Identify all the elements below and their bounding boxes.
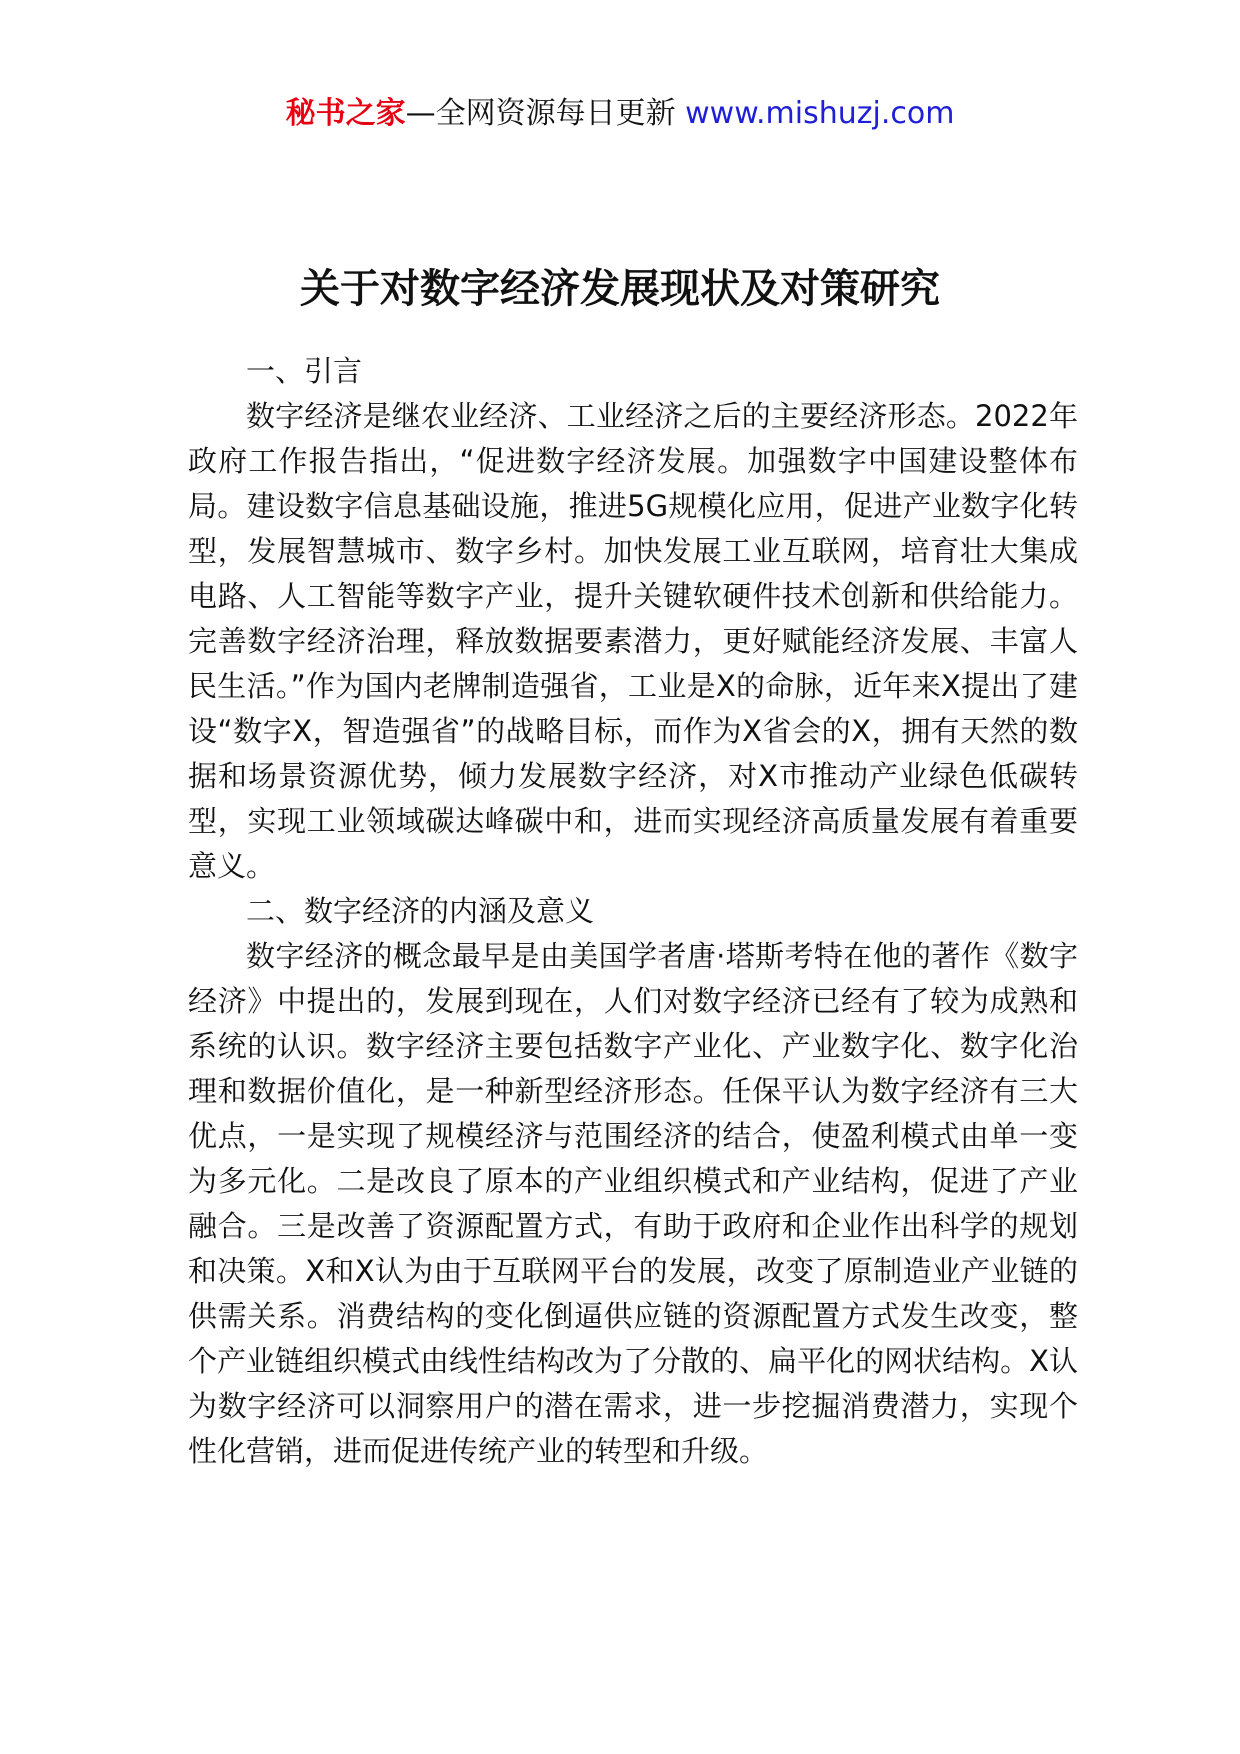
section-heading-meaning: 二、数字经济的内涵及意义 xyxy=(246,894,595,928)
document-title: 关于对数字经济发展现状及对策研究 xyxy=(300,265,940,312)
section-paragraph-introduction: 数字经济是继农业经济、工业经济之后的主要经济形态。2022年政府工作报告指出，“促进数字经济发展。加强数字中国建设整体布局。建设数字信息基础设施，推进5G规模化应用，促进产业数字化转型，发展智慧城市、数字乡村。加快发展工业互联网，培育壮大集成电路、人工智能等数字产业，提升关键软硬件技术创新和供给能力。完善数字经济治理，释放数据要素潜力，更好赋能经济发展、丰富人民生活。”作为国内老牌制造强省，工业是X的命脉，近年来X提出了建设“数字X，智造强省”的战略目标，而作为X省会的X，拥有天然的数据和场景资源优势，倾力发展数字经济，对X市推动产业绿色低碳转型，实现工业领域碳达峰碳中和，进而实现经济高质量发展有着重要意义。 xyxy=(188,399,1078,883)
site-header xyxy=(0,94,1240,134)
site-tagline: —全网资源每日更新 xyxy=(405,96,686,131)
site-brand: 秘书之家 xyxy=(285,96,406,131)
document-body xyxy=(188,349,1078,1474)
section-paragraph-meaning: 数字经济的概念最早是由美国学者唐·塔斯考特在他的著作《数字经济》中提出的，发展到现在，人们对数字经济已经有了较为成熟和系统的认识。数字经济主要包括数字产业化、产业数字化、数字化治理和数据价值化，是一种新型经济形态。任保平认为数字经济有三大优点，一是实现了规模经济与范围经济的结合，使盈利模式由单一变为多元化。二是改良了原本的产业组织模式和产业结构，促进了产业融合。三是改善了资源配置方式，有助于政府和企业作出科学的规划和决策。X和X认为由于互联网平台的发展，改变了原制造业产业链的供需关系。消费结构的变化倒逼供应链的资源配置方式发生改变，整个产业链组织模式由线性结构改为了分散的、扁平化的网状结构。X认为数字经济可以洞察用户的潜在需求，进一步挖掘消费潜力，实现个性化营销，进而促进传统产业的转型和升级。 xyxy=(188,939,1078,1468)
section-heading-introduction: 一、引言 xyxy=(246,354,363,388)
site-url-link[interactable]: www.mishuzj.com xyxy=(685,96,955,131)
